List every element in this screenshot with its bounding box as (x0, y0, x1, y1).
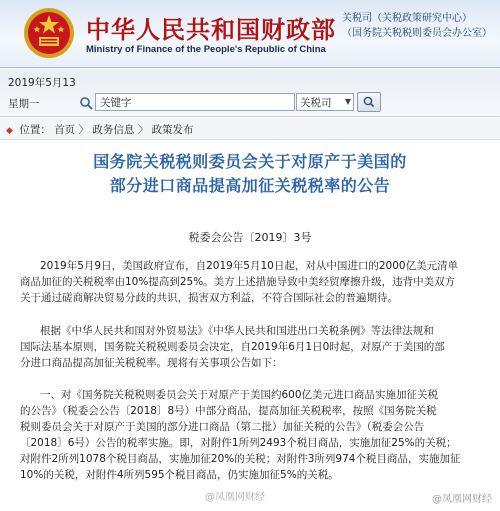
paragraph-line: 根据《中华人民共和国对外贸易法》《中华人民共和国进出口关税条例》等法律法规和 (40, 325, 434, 337)
site-title-cn: 中华人民共和国财政部 (86, 15, 336, 44)
search-button[interactable] (357, 92, 381, 112)
breadcrumb (0, 118, 500, 140)
search-icon (79, 96, 93, 110)
paragraph-line: 10%的关税，对附件4所列595个税目商品，仍实施加征5%的关税。 (20, 469, 339, 481)
paragraph-line: 的公告》（税委会公告〔2018〕8号）中部分商品，提高加征关税税率，按照《国务院关税 (20, 405, 437, 417)
paragraph-line: 分进口商品提高加征关税税率。现将有关事项公告如下： (20, 357, 283, 369)
department-name-line1: 关税司（关税政策研究中心） (342, 13, 472, 24)
national-emblem-icon (22, 6, 76, 62)
breadcrumb-gov-info[interactable]: 政务信息 (92, 124, 135, 136)
location-pin-icon: ◆ (6, 126, 13, 136)
paragraph-line: 一、对《国务院关税税则委员会关于对原产于美国约600亿美元进口商品实施加征关税 (40, 389, 439, 401)
site-header (0, 0, 500, 68)
paragraph-line: 国际法基本原则，国务院关税税则委员会决定，自2019年6月1日0时起，对原产于美国的部 (20, 341, 445, 353)
paragraph-line: 税则委员会关于对原产于美国的部分进口商品（第二批）加征关税的公告》（税委会公告 (20, 421, 425, 433)
search-go-icon (358, 93, 380, 111)
meta-bar (0, 69, 500, 117)
watermark-mid: @凤凰网财经 (205, 492, 265, 503)
watermark-right: @凤凰网财经 (432, 494, 492, 505)
paragraph-line: 2019年5月9日，美国政府宣布，自2019年5月10日起，对从中国进口的2000亿美元清单 (40, 260, 459, 272)
department-name-line2: （国务院关税税则委员会办公室） (342, 28, 492, 39)
breadcrumb-separator: 〉 (78, 124, 90, 136)
paragraph-line: 商品加征的关税税率由10%提高到25%。美方上述措施导致中美经贸摩擦升级，违背中美双方 (20, 276, 456, 288)
search-scope-value: 关税司 (300, 97, 332, 109)
article-title-line2: 部分进口商品提高加征关税税率的公告 (109, 176, 391, 195)
breadcrumb-policy-release[interactable]: 政策发布 (151, 124, 194, 136)
search-input[interactable] (95, 93, 295, 111)
current-date: 2019年5月13 (8, 77, 76, 89)
paragraph-2 (20, 323, 480, 371)
document-number: 税委会公告〔2019〕3号 (188, 231, 312, 244)
paragraph-1 (20, 258, 480, 306)
department-name (342, 11, 492, 41)
search-scope-select[interactable] (296, 93, 354, 111)
site-title-en: Ministry of Finance of the People's Republic of China (86, 44, 326, 55)
breadcrumb-separator: 〉 (137, 124, 149, 136)
chevron-down-icon: ▼ (344, 97, 351, 106)
current-weekday: 星期一 (8, 98, 40, 110)
article-title-line1: 国务院关税税则委员会关于对原产于美国的 (93, 152, 407, 171)
paragraph-3 (20, 387, 480, 483)
paragraph-line: 关于通过磋商解决贸易分歧的共识，损害双方利益，不符合国际社会的普遍期待。 (20, 292, 398, 304)
breadcrumb-home[interactable]: 首页 (54, 124, 76, 136)
breadcrumb-prefix: 位置： (19, 124, 51, 136)
paragraph-line: 对附件2所列1078个税目商品，实施加征20%的关税；对附件3所列974个税目商品，实施加征 (20, 453, 461, 465)
paragraph-line: 〔2018〕6号）公告的税率实施。即，对附件1所列2493个税目商品，实施加征25%的关税； (20, 437, 457, 449)
article-content (0, 141, 500, 511)
